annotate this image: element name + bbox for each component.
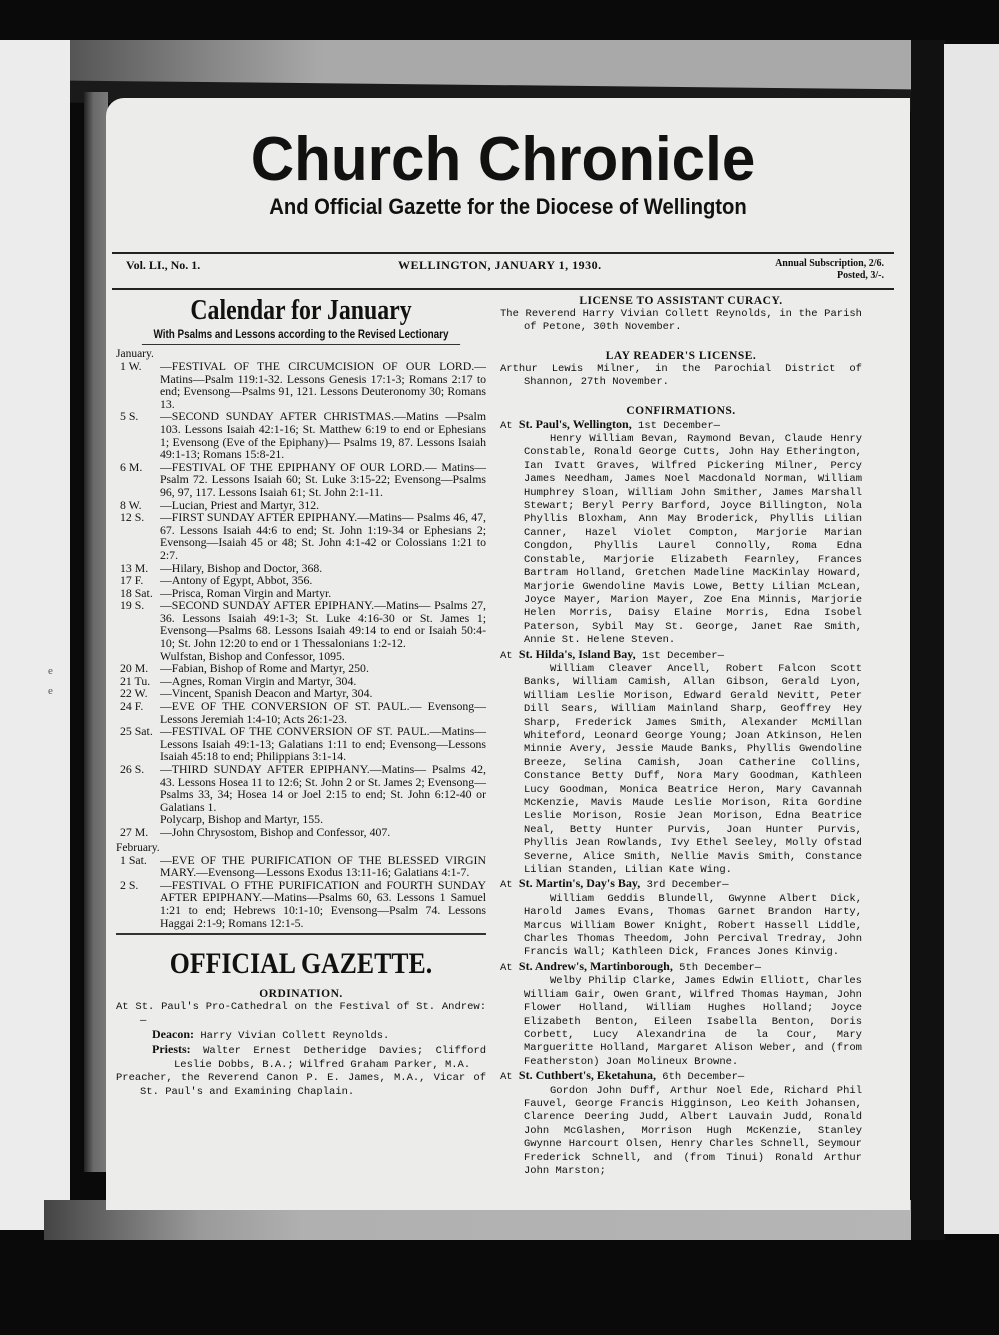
entry-text: —EVE OF THE CONVERSION OF ST. PAUL.— Evensong—Lessons Jeremiah 1:4-10; Acts 26:1-23. (160, 699, 486, 726)
parish-name: St. Paul's, Wellington, (518, 416, 632, 431)
subscription-annual: Annual Subscription, 2/6. (775, 258, 884, 269)
confirmation-date: 3rd December— (646, 879, 729, 892)
confirmation-names: William Cleaver Ancell, Robert Falcon Scott Banks, William Camish, Allan Gibson, Gerald Lyon, William Leslie Morison, Edward Gerald Nevitt, Peter Dill Sears, William Mainland Sharp, Geoffrey Hey Sharp, Frederick James Smith, Alexander McMillan Whiteford, Leonard George Young; Joan Atkinson, Helen Minnie Avery, Jessie Maude Banks, Phyllis Gwendoline Breeze, Selina Camish, Joan Catherine Collins, Constance Betty Duff, Nora Mary Goodman, Kathleen Lucy Goodman, Monica Beatrice Heron, Mary Cavannah McKenzie, Mavis Maude Leslie Morison, Rita Gordine Leslie Morison, Rosie Jean Morison, Edna Beatrice Neal, Betty Hunter Purvis, Joan Hunter Purvis, Phyllis Jean Rowlands, Ivy Ethel Seeley, Molly Ofstad Severne, Alice Smith, Nellie Mavis Smith, Constance Lilian Standen, Lilian Kate Wing. (524, 662, 862, 877)
entry-day: 26 S. (120, 762, 145, 776)
calendar-subtitle: With Psalms and Lessons according to the Revised Lectionary (142, 328, 460, 345)
confirmation-parish (500, 960, 862, 975)
dateline: WELLINGTON, JANUARY 1, 1930. (398, 258, 602, 272)
newspaper-page (106, 98, 910, 1210)
month-label: January. (116, 348, 154, 360)
entry-day: 8 W. (120, 497, 142, 512)
entry-day: 13 M. (120, 560, 149, 575)
section-divider (116, 933, 486, 935)
entry-text: —FESTIVAL OF THE EPIPHANY OF OUR LORD.— Matins—Psalm 72. Lessons Isaiah 60; St. Luke 3:15-22; Evensong—Psalms 96, 97, 117. Lessons Isaiah 61; St. John 2:1-11. (160, 459, 486, 499)
entry-day: 12 S. (120, 510, 145, 525)
entry-day: 24 F. (120, 699, 144, 714)
masthead (106, 125, 910, 220)
priests-label: Priests: (152, 1042, 191, 1057)
calendar-entry (116, 763, 486, 826)
parish-prefix: At (500, 649, 513, 662)
entry-text: —FESTIVAL O FTHE PURIFICATION and FOURTH SUNDAY AFTER EPIPHANY.—Matins—Psalms 60, 63. Lessons 1 Samuel 1:21 to end; Hebrews 10:1-10; Evensong—Psalm 74. Lessons Haggai 2:1-9; Romans 12:1-5. (160, 877, 486, 930)
calendar-entry (116, 511, 486, 561)
month-label: February. (116, 841, 160, 854)
calendar-entry (116, 725, 486, 763)
parish-name: St. Martin's, Day's Bay, (518, 876, 641, 891)
right-column (500, 294, 862, 1178)
entry-text: —Vincent, Spanish Deacon and Martyr, 304. (160, 686, 373, 701)
entry-day: 17 F. (120, 573, 144, 588)
ordination-priests (116, 1043, 486, 1072)
confirmation-names: Welby Philip Clarke, James Edwin Elliott, Charles William Gair, Owen Grant, Wilfred Thomas Hayman, John Flower Holland, William Hughes Holland; Joyce Elizabeth Benton, Eileen Isabella Benton, Doris Corbett, Lucy Alexandrina de la Cour, Mary Margueritte Holland, Margaret Alison Weber, and (from Featherston) Joan Molineux Browne. (524, 975, 862, 1068)
calendar-entry (116, 360, 486, 410)
entry-text: —THIRD SUNDAY AFTER EPIPHANY.—Matins— Psalms 42, 43. Lessons Hosea 11 to 12:6; St. John 2 or St. James 2; Evensong—Psalms 33, 34; Hosea 14 or Joel 2:15 to end; St. John 6:12-40 or Galatians 1. (160, 762, 486, 814)
parish-prefix: At (500, 879, 513, 892)
entry-day: 1 W. (120, 359, 142, 373)
entry-text: —Fabian, Bishop of Rome and Martyr, 250. (160, 661, 369, 676)
deacon-name: Harry Vivian Collett Reynolds. (200, 1029, 390, 1042)
entry-day: 1 Sat. (120, 852, 147, 867)
margin-mark: e (48, 685, 53, 697)
entry-text: —Antony of Egypt, Abbot, 356. (160, 573, 313, 588)
adjacent-right-page (944, 44, 999, 1234)
gazette-title: OFFICIAL GAZETTE. (169, 947, 433, 981)
calendar-entry (116, 879, 486, 929)
ordination-intro: At St. Paul's Pro-Cathedral on the Festival of St. Andrew:— (116, 1001, 486, 1027)
entry-day: 27 M. (120, 824, 149, 839)
entry-text: —John Chrysostom, Bishop and Confessor, 407. (160, 824, 391, 839)
masthead-rule (112, 252, 894, 254)
entry-text: —EVE OF THE PURIFICATION OF THE BLESSED VIRGIN MARY.—Evensong—Lessons Exodus 13:11-16; Galatians 4:1-7. (160, 852, 486, 880)
entry-text: —FESTIVAL OF THE CONVERSION OF ST. PAUL.—Matins—Lessons Isaiah 49:1-13; Galatians 1:11 to end; Evensong—Lessons Isaiah 45:18 to end; Philippians 3:1-14. (160, 724, 486, 764)
calendar-entry (116, 854, 486, 879)
issue-info-bar (116, 258, 896, 286)
entry-day: 25 Sat. (120, 724, 153, 739)
parish-name: St. Hilda's, Island Bay, (518, 646, 636, 661)
entry-day: 20 M. (120, 661, 149, 676)
entry-text: —Lucian, Priest and Martyr, 312. (160, 497, 320, 512)
confirmation-parish (500, 1069, 862, 1084)
entry-commemoration: Polycarp, Bishop and Martyr, 155. (160, 812, 324, 827)
parish-prefix: At (500, 419, 513, 432)
confirmations-heading: CONFIRMATIONS. (626, 404, 736, 417)
film-frame-divider (911, 40, 945, 1240)
entry-text: —FIRST SUNDAY AFTER EPIPHANY.—Matins— Psalms 46, 47, 67. Lessons Isaiah 44:6 to end; St. John 1:19-34 or Ephesians 2; Evensong—Isaiah 45 or 48; St. John 4:1-42 or Colossians 1:21 to 2:7. (160, 510, 486, 562)
volume-number: Vol. LI., No. 1. (126, 258, 201, 272)
parish-prefix: At (500, 961, 513, 974)
confirmation-date: 1st December— (638, 419, 720, 432)
adjacent-left-page (0, 40, 70, 1230)
lay-reader-text: Arthur Lewis Milner, in the Parochial District of Shannon, 27th November. (500, 362, 862, 389)
deacon-label: Deacon: (152, 1026, 194, 1041)
confirmation-names: Henry William Bevan, Raymond Bevan, Claude Henry Constable, Ronald George Cutts, John Hay Etherington, Ian Ivatt Graves, Wilfred Pickering Milner, Percy James Needham, James Noel Macdonald Norman, William Humphrey Sloan, William John Smither, James Marshall Stewart; Beryl Perry Barford, Joyce Billington, Nola Phyllis Bloxham, Ann May Broderick, Phyllis Lilian Canner, Hazel Violet Compton, Marjorie Marian Congdon, Phyllis Laurel Connolly, Roma Edna Constable, Marjorie Elizabeth Fearnley, Frances Bartram Holland, Gretchen Madeline MacKinlay Howard, Marjorie Gwendoline Mavis Lowe, Betty Lilian McLean, Joyce Mayer, Marion Mayer, Zoe Ena Minnis, Marjorie Helen Morris, Daisy Elaine Morris, Edna Isobel Paterson, Sybil May St. George, Janet Rae Smith, Annie St. Helene Steven. (524, 433, 862, 647)
confirmation-parish (500, 877, 862, 892)
entry-text: —SECOND SUNDAY AFTER CHRISTMAS.—Matins —Psalm 103. Lessons Isaiah 42:1-16; St. Matthew 6:19 to end or Ephesians 1; Evensong (Eve of the Epiphany)— Psalms 19, 87. Lessons Isaiah 49:1-13; Romans 15:8-21. (160, 409, 486, 462)
calendar-entry (116, 410, 486, 460)
confirmation-date: 5th December— (679, 961, 762, 974)
entry-text: —Agnes, Roman Virgin and Martyr, 304. (160, 673, 357, 688)
confirmation-date: 1st December— (641, 649, 724, 662)
entry-day: 21 Tu. (120, 673, 151, 688)
curacy-heading: LICENSE TO ASSISTANT CURACY. (579, 295, 783, 307)
ordination-deacon (116, 1028, 486, 1043)
infobar-rule (112, 288, 894, 290)
calendar-title: Calendar for January (190, 295, 412, 326)
publication-title: Church Chronicle (250, 125, 756, 194)
left-column (116, 294, 486, 1099)
calendar-entry (116, 599, 486, 662)
entry-day: 5 S. (120, 409, 139, 424)
confirmation-parish (500, 648, 862, 663)
entry-text: —Hilary, Bishop and Doctor, 368. (160, 560, 323, 575)
entry-commemoration: Wulfstan, Bishop and Confessor, 1095. (160, 648, 345, 663)
parish-name: St. Andrew's, Martinborough, (518, 958, 673, 973)
confirmation-date: 6th December— (662, 1071, 745, 1084)
entry-day: 22 W. (120, 686, 148, 701)
subscription-posted: Posted, 3/-. (837, 270, 884, 281)
entry-day: 19 S. (120, 598, 145, 613)
margin-mark: e (48, 665, 53, 677)
calendar-entry (116, 461, 486, 499)
priests-names: Walter Ernest Detheridge Davies; Clifford Leslie Dobbs, B.A.; Wilfred Graham Parker, M.A. (174, 1045, 487, 1071)
entry-text: —FESTIVAL OF THE CIRCUMCISION OF OUR LORD.—Matins—Psalm 119:1-32. Lessons Genesis 17:1-3; Romans 2:17 to end; Evensong—Psalms 91, 121. Lessons Deuteronomy 30; Romans 13. (160, 359, 486, 411)
calendar-entry (116, 700, 486, 725)
entry-text: —Prisca, Roman Virgin and Martyr. (160, 585, 332, 600)
confirmation-names: William Geddis Blundell, Gwynne Albert Dick, Harold James Evans, Thomas Garnet Brandon Harty, Marcus William Bower Knight, Robert Hassell Liddle, Charles Thomas Theedom, John Percival Tredray, John Francis Wall; Kathleen Dick, Frances Jones Kinvig. (524, 892, 862, 959)
ordination-heading: ORDINATION. (259, 988, 343, 1001)
entry-day: 2 S. (120, 877, 139, 892)
parish-name: St. Cuthbert's, Eketahuna, (518, 1068, 656, 1083)
ordination-preacher: Preacher, the Reverend Canon P. E. James, M.A., Vicar of St. Paul's and Examining Chaplain. (116, 1072, 486, 1098)
entry-day: 6 M. (120, 459, 143, 474)
subscription-info (775, 258, 884, 282)
calendar-entry (116, 826, 486, 839)
parish-prefix: At (500, 1071, 513, 1084)
curacy-text: The Reverend Harry Vivian Collett Reynolds, in the Parish of Petone, 30th November. (500, 308, 862, 334)
lay-reader-heading: LAY READER'S LICENSE. (605, 349, 757, 362)
confirmation-parish (500, 418, 862, 433)
entry-text: —SECOND SUNDAY AFTER EPIPHANY.—Matins— Psalms 27, 36. Lessons Isaiah 49:1-3; St. Luke 4:16-30 or St. James 1; Evensong—Psalms 68. Lessons Isaiah 49:14 to end or Isaiah 50:4-10; St. John 12:20 to end or 1 Thessalonians 1:2-12. (160, 598, 486, 651)
publication-subtitle: And Official Gazette for the Diocese of Wellington (269, 194, 747, 219)
entry-day: 18 Sat. (120, 585, 153, 600)
book-spine (84, 92, 108, 1172)
confirmation-names: Gordon John Duff, Arthur Noel Ede, Richard Phil Fauvel, George Francis Higginson, Leo Keith Johansen, Clarence Deering Judd, Albert Lauvain Judd, Ronald John McGlashen, Morrison Hugh McKenzie, Stanley Gwynne Harcourt Olsen, Henry Charles Schnell, Seymour Frederick Schnell, and (from Tinui) Ronald Arthur John Marston; (524, 1084, 862, 1177)
